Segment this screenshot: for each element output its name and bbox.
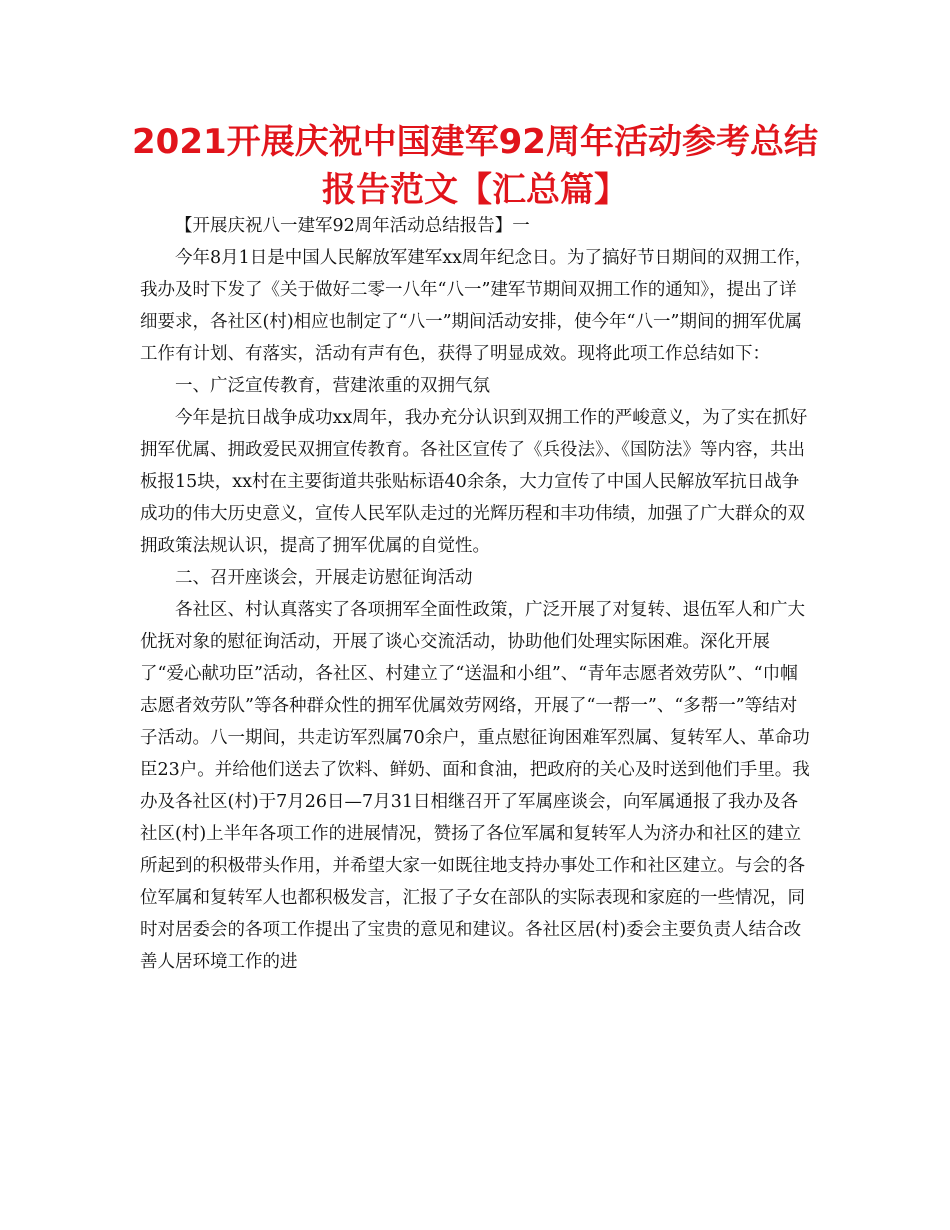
- section-heading-report: 【开展庆祝八一建军92周年活动总结报告】一: [175, 216, 530, 236]
- paragraph-section-2: 各社区、村认真落实了各项拥军全面性政策，广泛开展了对复转、退伍军人和广大优抚对象的慰征询活动，开展了谈心交流活动，协助他们处理实际困难。深化开展了“爱心献功臣”活动，各社区、村建立了“送温和小组”、“青年志愿者效劳队”、“巾帼志愿者效劳队”等各种群众性的拥军优属效劳网络，开展了“一帮一”、“多帮一”等结对子活动。八一期间，共走访军烈属70余户，重点慰征询困难军烈属、复转军人、革命功臣23户。并给他们送去了饮料、鲜奶、面和食油，把政府的关心及时送到他们手里。我办及各社区(村)于7月26日—7月31日相继召开了军属座谈会，向军属通报了我办及各社区(村)上半年各项工作的进展情况，赞扬了各位军属和复转军人为济办和社区的建立所起到的积极带头作用，并希望大家一如既往地支持办事处工作和社区建立。与会的各位军属和复转军人也都积极发言，汇报了子女在部队的实际表现和家庭的一些情况，同时对居委会的各项工作提出了宝贵的意见和建议。各社区居(村)委会主要负责人结合改善人居环境工作的进: [140, 600, 810, 972]
- section-heading-2: 二、召开座谈会，开展走访慰征询活动: [175, 568, 473, 588]
- document-body: [140, 210, 812, 978]
- paragraph-intro: 今年8月1日是中国人民解放军建军xx周年纪念日。为了搞好节日期间的双拥工作，我办及时下发了《关于做好二零一八年“八一”建军节期间双拥工作的通知》，提出了详细要求，各社区(村)相应也制定了“八一”期间活动安排，使今年“八一”期间的拥军优属工作有计划、有落实，活动有声有色，获得了明显成效。现将此项工作总结如下：: [140, 248, 813, 364]
- paragraph-section-1: 今年是抗日战争成功xx周年，我办充分认识到双拥工作的严峻意义，为了实在抓好拥军优属、拥政爱民双拥宣传教育。各社区宣传了《兵役法》、《国防法》等内容，共出板报15块，xx村在主要街道共张贴标语40余条，大力宣传了中国人民解放军抗日战争成功的伟大历史意义，宣传人民军队走过的光辉历程和丰功伟绩，加强了广大群众的双拥政策法规认识，提高了拥军优属的自觉性。: [140, 408, 808, 556]
- section-heading-1: 一、广泛宣传教育，营建浓重的双拥气氛: [175, 376, 490, 396]
- document-title: 2021开展庆祝中国建军92周年活动参考总结报告范文【汇总篇】: [132, 122, 818, 210]
